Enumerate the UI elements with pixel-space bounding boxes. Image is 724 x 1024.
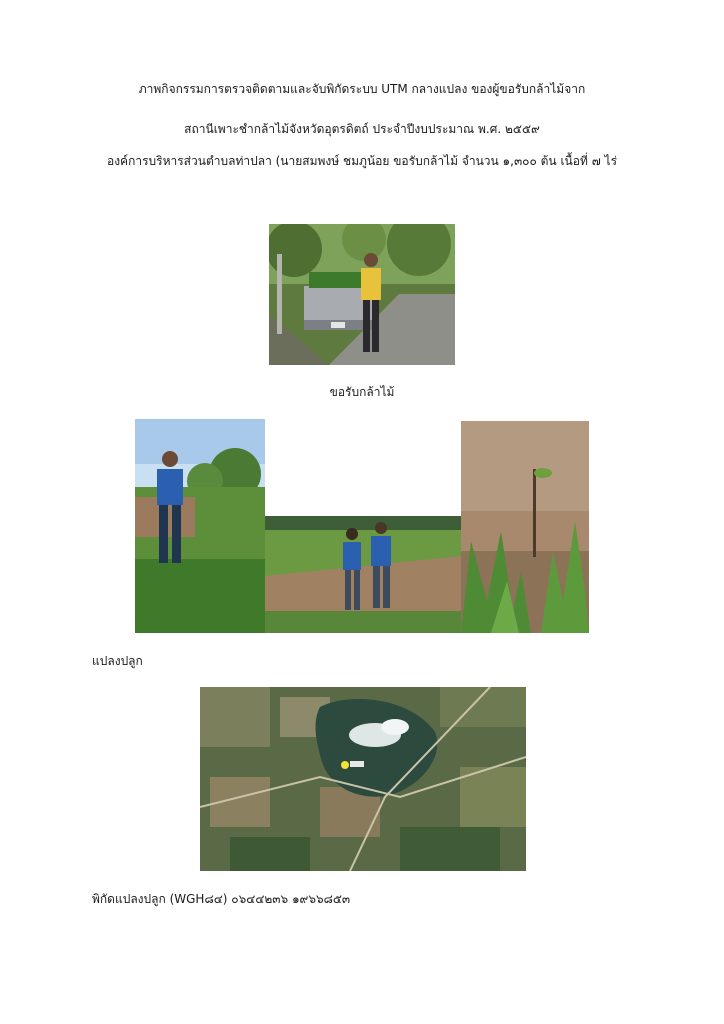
caption-receive-seedlings: ขอรับกล้าไม้ [329,385,395,399]
caption-coordinates: พิกัดแปลงปลูก (WGH๘๔) ๐๖๔๔๒๓๖ ๑๙๖๖๘๕๓ [92,892,351,906]
photo-receive-seedlings [269,224,455,365]
title-line-1: ภาพกิจกรรมการตรวจติดตามและจับพิกัดระบบ UTM กลางแปลง ของผู้ขอรับกล้าไม้จาก [138,82,586,96]
caption-plot: แปลงปลูก [92,654,143,668]
photo-seedling-closeup [461,421,589,633]
title-line-3: องค์การบริหารส่วนตำบลท่าปลา (นายสมพงษ์ ชมภูน้อย ขอรับกล้าไม้ จำนวน ๑,๓๐๐ ต้น เนื้อที่ ๗ ไร่ [106,154,618,168]
photo-field-man [135,419,265,633]
photo-field-two-people [265,516,461,633]
satellite-map-plot [200,687,526,871]
title-line-2: สถานีเพาะชำกล้าไม้จังหวัดอุตรดิตถ์ ประจำปีงบประมาณ พ.ศ. ๒๕๕๙ [184,122,540,136]
